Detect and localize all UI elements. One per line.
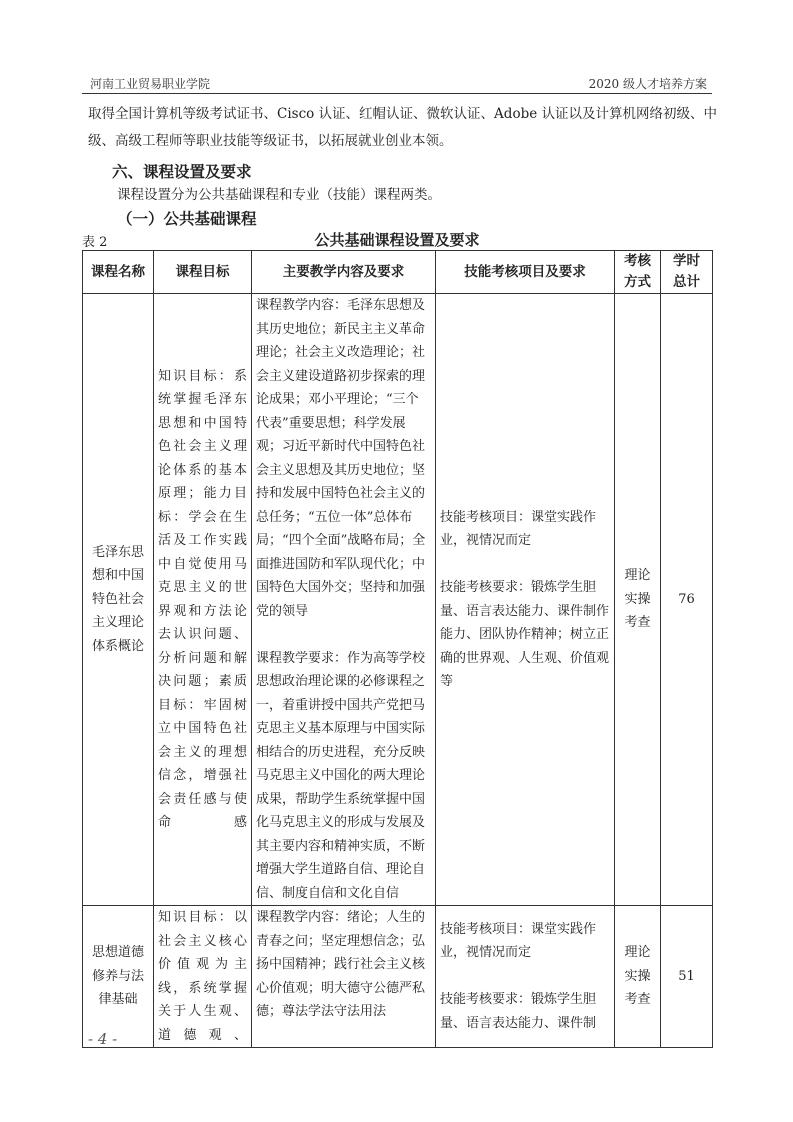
column-header-exam-method: 考核 方式 xyxy=(615,251,661,294)
column-header-content: 主要教学内容及要求 xyxy=(252,251,436,294)
section-description: 课程设置分为公共基础课程和专业（技能）课程两类。 xyxy=(117,187,441,203)
course-skills: 技能考核项目：课堂实践作业，视情况而定 技能考核要求：锻炼学生胆量、语言表达能力、课件制作能力、团队协作精神；树立正确的世界观、人生观、价值观等 xyxy=(436,294,615,906)
header-institution: 河南工业贸易职业学院 xyxy=(90,77,211,91)
course-name: 毛泽东思想和中国特色社会主义理论体系概论 xyxy=(83,294,154,906)
page-number: - 4 - xyxy=(88,1030,118,1048)
table-row xyxy=(83,294,713,906)
header-document-title: 2020 级人才培养方案 xyxy=(588,77,707,91)
course-hours: 51 xyxy=(661,906,713,1048)
table-title: 公共基础课程设置及要求 xyxy=(314,231,480,249)
column-header-course-goal: 课程目标 xyxy=(154,251,252,294)
course-hours: 76 xyxy=(661,294,713,906)
subsection-heading: （一）公共基础课程 xyxy=(117,210,257,228)
course-goal: 知识目标：系统掌握毛泽东思想和中国特色社会主义理论体系的基本原理；能力目标：学会在生活及工作实践中自觉使用马克思主义的世界观和方法论去认识问题、分析问题和解决问题；素质目标：牢固树立中国特色社会主义的理想信念，增强社会责任感与使命感 xyxy=(154,294,252,906)
course-goal: 知识目标：以社会主义核心价值观为主线，系统掌握关于人生观、道德观、 xyxy=(154,906,252,1048)
course-content: 课程教学内容：毛泽东思想及其历史地位；新民主主义革命理论；社会主义改造理论；社会主义建设道路初步探索的理论成果；邓小平理论；“三个代表”重要思想；科学发展观；习近平新时代中国特色社会主义思想及其历史地位；坚持和发展中国特色社会主义的总任务；“五位一体”总体布局；“四个全面”战略布局；全面推进国防和军队现代化；中国特色大国外交；坚持和加强党的领导 课程教学要求：作为高等学校思想政治理论课的必修课程之一，着重讲授中国共产党把马克思主义基本原理与中国实际相结合的历史进程，充分反映马克思主义中国化的两大理论成果，帮助学生系统掌握中国化马克思主义的形成与发展及其主要内容和精神实质，不断增强大学生道路自信、理论自信、制度自信和文化自信 xyxy=(252,294,436,906)
course-name: 思想道德修养与法律基础 xyxy=(83,906,154,1048)
column-header-skills: 技能考核项目及要求 xyxy=(436,251,615,294)
table-row xyxy=(83,906,713,1048)
course-skills: 技能考核项目：课堂实践作业，视情况而定 技能考核要求：锻炼学生胆量、语言表达能力、课件制 xyxy=(436,906,615,1048)
column-header-total-hours: 学时 总计 xyxy=(661,251,713,294)
table-label: 表 2 xyxy=(82,235,108,250)
course-exam-method: 理论 实操 考查 xyxy=(615,294,661,906)
course-content: 课程教学内容：绪论；人生的青春之问；坚定理想信念；弘扬中国精神；践行社会主义核心价值观；明大德守公德严私德；尊法学法守法用法 xyxy=(252,906,436,1048)
header-rule xyxy=(82,93,712,94)
course-table xyxy=(82,250,713,1048)
column-header-course-name: 课程名称 xyxy=(83,251,154,294)
intro-paragraph: 取得全国计算机等级考试证书、Cisco 认证、红帽认证、微软认证、Adobe 认证以及计算机网络初级、中级、高级工程师等职业技能等级证书，以拓展就业创业本领。 xyxy=(88,106,717,149)
section-heading: 六、课程设置及要求 xyxy=(112,163,252,181)
course-exam-method: 理论 实操 考查 xyxy=(615,906,661,1048)
table-header-row xyxy=(83,251,713,294)
